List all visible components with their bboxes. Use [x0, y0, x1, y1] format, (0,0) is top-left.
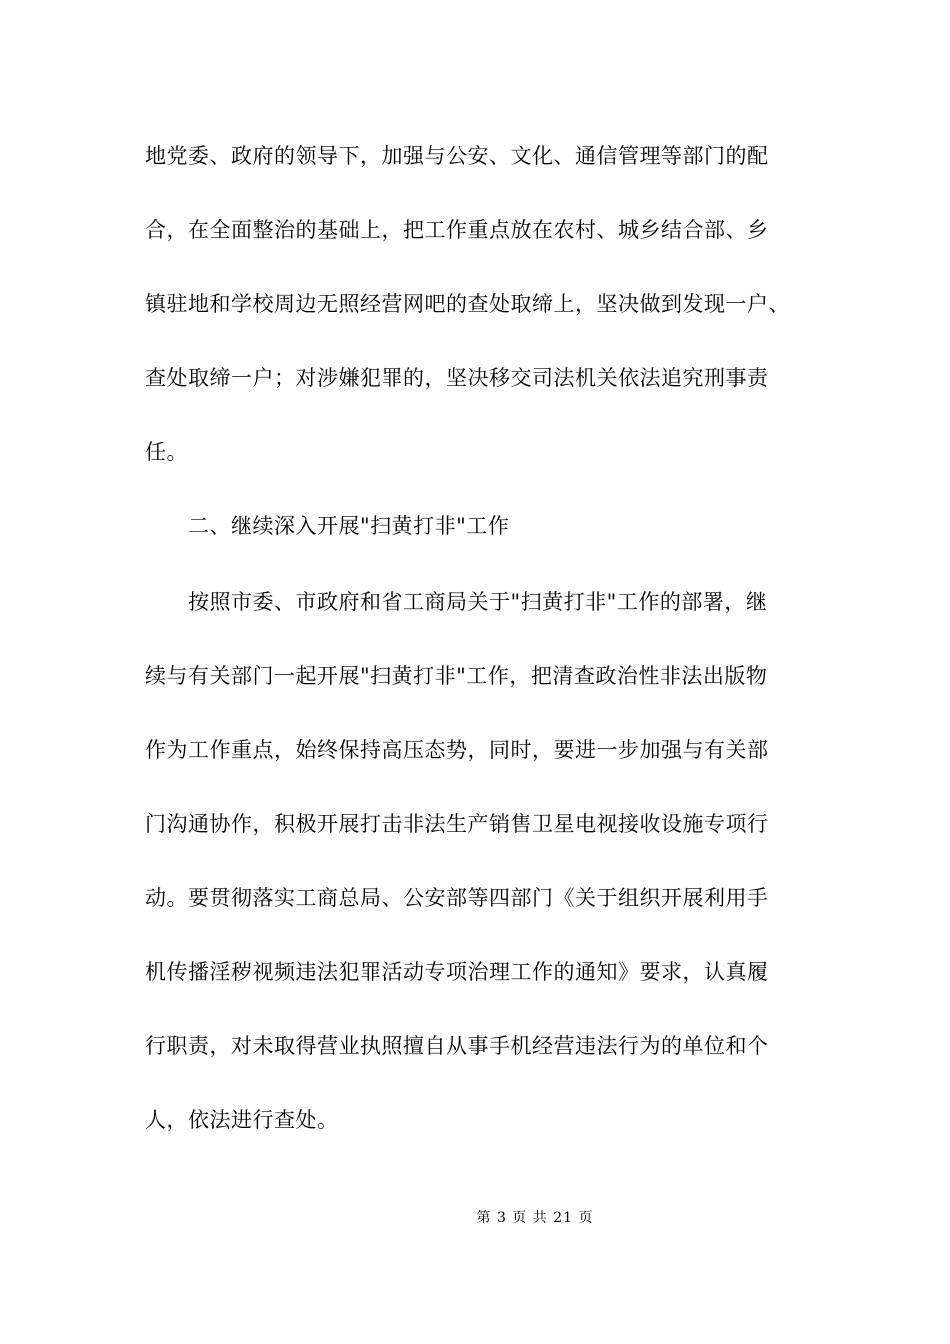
paragraph-line: 作为工作重点，始终保持高压态势，同时，要进一步加强与有关部 — [145, 738, 769, 762]
paragraph-line: 合，在全面整治的基础上，把工作重点放在农村、城乡结合部、乡 — [145, 218, 769, 242]
paragraph-line: 地党委、政府的领导下，加强与公安、文化、通信管理等部门的配 — [145, 144, 769, 168]
paragraph-line: 任。 — [145, 440, 188, 464]
paragraph-line: 动。要贯彻落实工商总局、公安部等四部门《关于组织开展利用手 — [145, 886, 769, 910]
section-heading: 二、继续深入开展"扫黄打非"工作 — [145, 514, 510, 538]
paragraph-line: 机传播淫秽视频违法犯罪活动专项治理工作的通知》要求，认真履 — [145, 960, 769, 984]
paragraph-line: 门沟通协作，积极开展打击非法生产销售卫星电视接收设施专项行 — [145, 812, 769, 836]
paragraph-line: 按照市委、市政府和省工商局关于"扫黄打非"工作的部署，继 — [145, 590, 768, 614]
paragraph-line: 人，依法进行查处。 — [145, 1108, 339, 1132]
paragraph-line: 续与有关部门一起开展"扫黄打非"工作，把清查政治性非法出版物 — [145, 664, 768, 688]
page-number-footer: 第 3 页 共 21 页 — [476, 1210, 594, 1226]
paragraph-line: 查处取缔一户；对涉嫌犯罪的，坚决移交司法机关依法追究刑事责 — [145, 366, 769, 390]
paragraph-line: 镇驻地和学校周边无照经营网吧的查处取缔上，坚决做到发现一户、 — [145, 292, 790, 316]
paragraph-line: 行职责，对未取得营业执照擅自从事手机经营违法行为的单位和个 — [145, 1034, 769, 1058]
